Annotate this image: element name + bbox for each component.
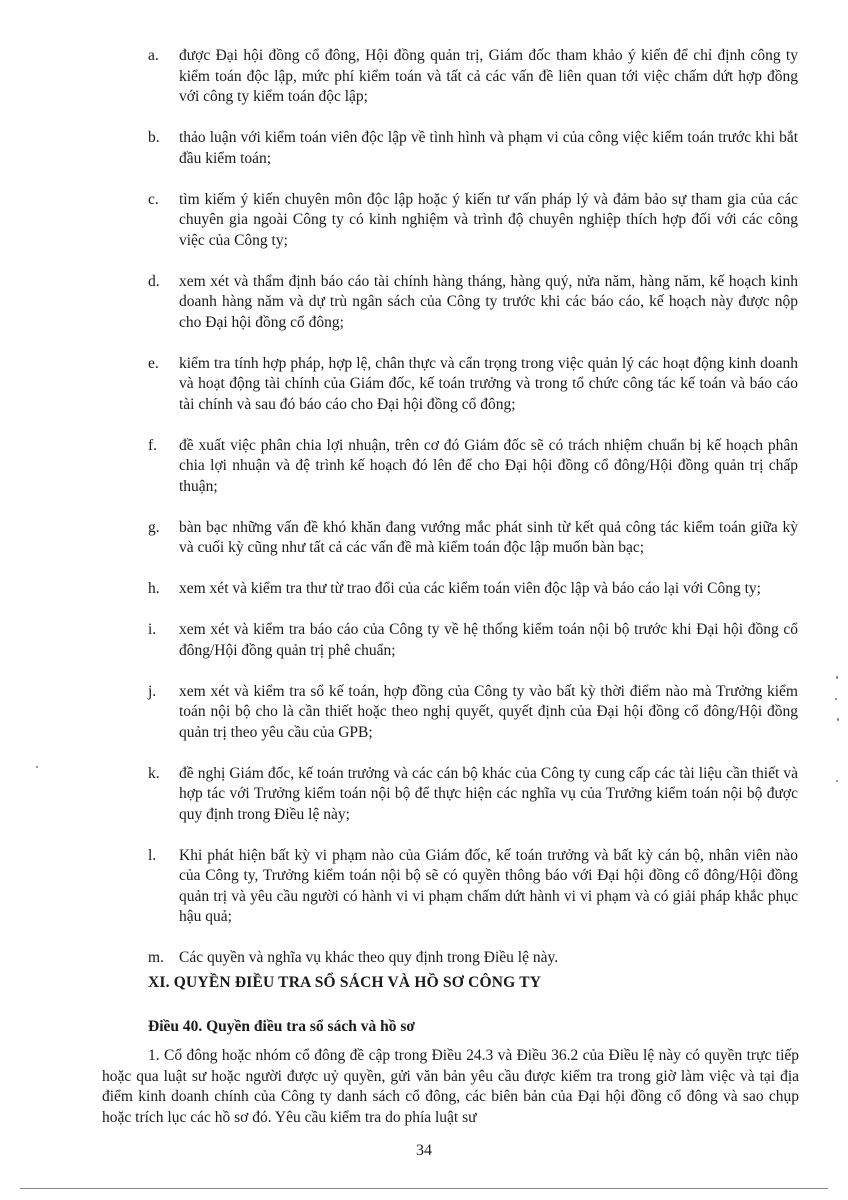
item-text: đề nghị Giám đốc, kế toán trưởng và các cán bộ khác của Công ty cung cấp các tài liệu cần thiết và hợp tác với Trưởng kiểm toán nội bộ để thực hiện các nghĩa vụ của Trưởng kiểm toán nội bộ được quy định trong Điều lệ này; — [179, 764, 798, 823]
item-text: đề xuất việc phân chia lợi nhuận, trên cơ đó Giám đốc sẽ có trách nhiệm chuẩn bị kế hoạch phân chia lợi nhuận và đệ trình kế hoạch đó lên để cho Đại hội đồng cổ đông/Hội đồng quản trị chấp thuận; — [179, 436, 798, 495]
list-item-l — [148, 846, 798, 928]
item-letter: f. — [148, 436, 158, 454]
list-item-k — [148, 764, 798, 826]
section-heading: XI. QUYỀN ĐIỀU TRA SỔ SÁCH VÀ HỒ SƠ CÔNG TY — [148, 974, 542, 991]
item-letter: l. — [148, 846, 157, 864]
footer-rule — [20, 1188, 828, 1189]
item-text: Các quyền và nghĩa vụ khác theo quy định trong Điều lệ này. — [179, 949, 559, 966]
list-item-d — [148, 272, 798, 334]
scan-speck — [836, 780, 838, 782]
item-text: xem xét và kiểm tra sổ kế toán, hợp đồng của Công ty vào bất kỳ thời điểm nào mà Trưởng kiểm toán nội bộ cho là cần thiết hoặc theo nghị quyết, quyết định của Đại hội đồng cổ đông/Hội đồng quản trị theo yêu cầu của GPB; — [179, 682, 798, 741]
list-item-f — [148, 436, 798, 498]
item-text: bàn bạc những vấn đề khó khăn đang vướng mắc phát sinh từ kết quả công tác kiểm toán giữa kỳ và cuối kỳ cũng như tất cả các vấn đề mà kiểm toán độc lập muốn bàn bạc; — [179, 518, 798, 556]
scan-speck — [36, 766, 38, 768]
item-text: kiểm tra tính hợp pháp, hợp lệ, chân thực và cẩn trọng trong việc quản lý các hoạt động kinh doanh và hoạt động tài chính của Giám đốc, kế toán trưởng và trong tổ chức công tác kế toán và báo cáo tài chính và sau đó báo cáo cho Đại hội đồng cổ đông; — [179, 354, 798, 413]
duties-list — [148, 46, 798, 989]
item-letter: k. — [148, 764, 160, 782]
item-letter: g. — [148, 518, 160, 536]
article-paragraph: 1. Cổ đông hoặc nhóm cổ đông đề cập trong Điều 24.3 và Điều 36.2 của Điều lệ này có quyền trực tiếp hoặc qua luật sư hoặc người được uỷ quyền, gửi văn bản yêu cầu được kiểm tra trong giờ làm việc và tại địa điểm kinh doanh chính của Công ty danh sách cổ đông, các biên bản của Đại hội đồng cổ đông và sao chụp hoặc trích lục các hồ sơ đó. Yêu cầu kiểm tra do phía luật sư — [102, 1047, 799, 1126]
item-text: xem xét và kiểm tra báo cáo của Công ty về hệ thống kiểm toán nội bộ trước khi Đại hội đồng cổ đông/Hội đồng quản trị phê chuẩn; — [179, 621, 798, 659]
item-text: được Đại hội đồng cổ đông, Hội đồng quản trị, Giám đốc tham khảo ý kiến để chỉ định công ty kiểm toán độc lập, mức phí kiểm toán và tất cả các vấn đề liên quan tới việc chấm dứt hợp đồng với công ty kiểm toán độc lập; — [179, 47, 798, 105]
list-item-m — [148, 948, 798, 969]
item-text: tìm kiếm ý kiến chuyên môn độc lập hoặc ý kiến tư vấn pháp lý và đảm bảo sự tham gia của các chuyên gia ngoài Công ty có kinh nghiệm và trình độ chuyên nghiệp thích hợp đối với các công việc của Công ty; — [179, 190, 798, 249]
list-item-h — [148, 579, 798, 600]
item-letter: c. — [148, 190, 159, 208]
item-letter: j. — [148, 682, 157, 700]
list-item-a — [148, 46, 798, 108]
item-letter: m. — [148, 949, 164, 966]
list-item-j — [148, 682, 798, 744]
item-text: thảo luận với kiểm toán viên độc lập về tình hình và phạm vi của công việc kiểm toán trước khi bắt đầu kiểm toán; — [179, 129, 798, 167]
item-text: xem xét và thẩm định báo cáo tài chính hàng tháng, hàng quý, nửa năm, hàng năm, kế hoạch kinh doanh hàng năm và dự trù ngân sách của Công ty trước khi các báo cáo, kế hoạch này được nộp cho Đại hội đồng cổ đông; — [179, 272, 798, 331]
article-heading: Điều 40. Quyền điều tra sổ sách và hồ sơ — [148, 1018, 415, 1035]
list-item-b — [148, 128, 798, 169]
list-item-e — [148, 354, 798, 416]
list-item-g — [148, 518, 798, 559]
list-item-i — [148, 620, 798, 661]
item-letter: b. — [148, 129, 160, 146]
item-letter: d. — [148, 272, 160, 290]
item-letter: i. — [148, 621, 157, 638]
item-letter: a. — [148, 47, 159, 64]
scan-speck — [837, 718, 839, 721]
item-text: xem xét và kiểm tra thư từ trao đổi của các kiểm toán viên độc lập và báo cáo lại với Công ty; — [179, 580, 761, 597]
item-text: Khi phát hiện bất kỳ vi phạm nào của Giám đốc, kế toán trưởng và bất kỳ cán bộ, nhân viên nào của Công ty, Trưởng kiểm toán nội bộ sẽ có quyền thông báo với Đại hội đồng cổ đông/Hội đồng quản trị và yêu cầu người có hành vi vi phạm chấm dứt hành vi vi phạm và có giải pháp khắc phục hậu quả; — [179, 846, 798, 925]
list-item-c — [148, 190, 798, 252]
item-letter: e. — [148, 354, 159, 372]
scan-speck — [835, 698, 837, 700]
scan-speck — [836, 676, 838, 679]
item-letter: h. — [148, 580, 160, 597]
page-number: 34 — [416, 1142, 432, 1159]
